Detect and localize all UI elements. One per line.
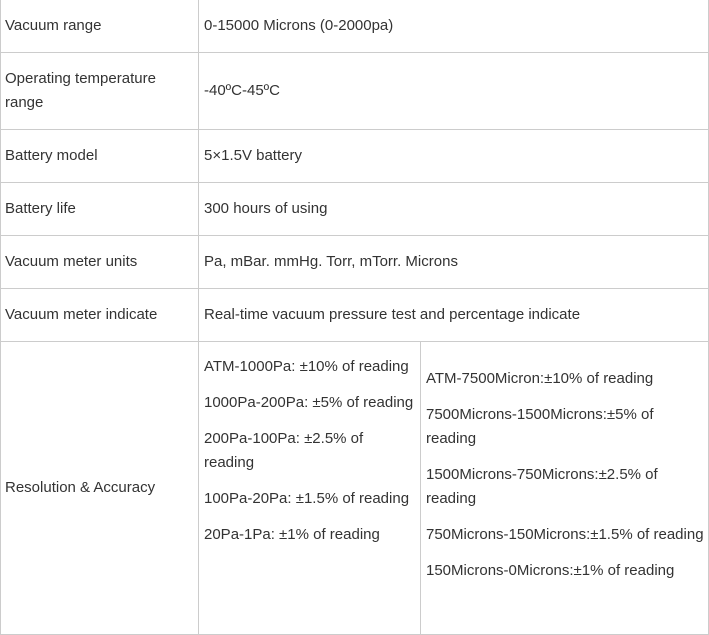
spec-value: 0-15000 Microns (0-2000pa)	[199, 0, 709, 53]
spec-label: Battery life	[1, 183, 199, 236]
spec-label: Operating temperature range	[1, 53, 199, 130]
accuracy-pa-cell	[199, 342, 421, 635]
spec-value: Pa, mBar. mmHg. Torr, mTorr. Microns	[199, 236, 709, 289]
accuracy-microns-item: ATM-7500Micron:±10% of reading	[426, 370, 654, 387]
spec-value: 5×1.5V battery	[199, 130, 709, 183]
spec-value: 300 hours of using	[199, 183, 709, 236]
spec-row-vacuum-units	[1, 236, 709, 289]
accuracy-microns-item: 750Microns-150Microns:±1.5% of reading	[426, 526, 704, 543]
accuracy-microns-cell	[421, 342, 709, 635]
accuracy-pa-item: ATM-1000Pa: ±10% of reading	[204, 358, 409, 375]
accuracy-microns-item: 1500Microns-750Microns:±2.5% of reading	[426, 466, 658, 507]
accuracy-pa-item: 100Pa-20Pa: ±1.5% of reading	[204, 490, 410, 507]
spec-row-operating-temperature	[1, 53, 709, 130]
spec-row-accuracy	[1, 342, 709, 635]
accuracy-microns-item: 150Microns-0Microns:±1% of reading	[426, 562, 675, 579]
spec-label: Vacuum range	[1, 0, 199, 53]
spec-label: Battery model	[1, 130, 199, 183]
accuracy-pa-item: 20Pa-1Pa: ±1% of reading	[204, 526, 380, 543]
accuracy-pa-item: 200Pa-100Pa: ±2.5% of reading	[204, 430, 364, 471]
spec-row-vacuum-indicate	[1, 289, 709, 342]
spec-row-vacuum-range	[1, 0, 709, 53]
spec-label: Resolution & Accuracy	[1, 342, 199, 635]
accuracy-microns-item: 7500Microns-1500Microns:±5% of reading	[426, 406, 654, 447]
spec-row-battery-model	[1, 130, 709, 183]
spec-value: Real-time vacuum pressure test and percentage indicate	[199, 289, 709, 342]
spec-label: Vacuum meter indicate	[1, 289, 199, 342]
accuracy-pa-item: 1000Pa-200Pa: ±5% of reading	[204, 394, 414, 411]
spec-label: Vacuum meter units	[1, 236, 199, 289]
spec-value: -40ºC-45ºC	[199, 53, 709, 130]
spec-row-battery-life	[1, 183, 709, 236]
